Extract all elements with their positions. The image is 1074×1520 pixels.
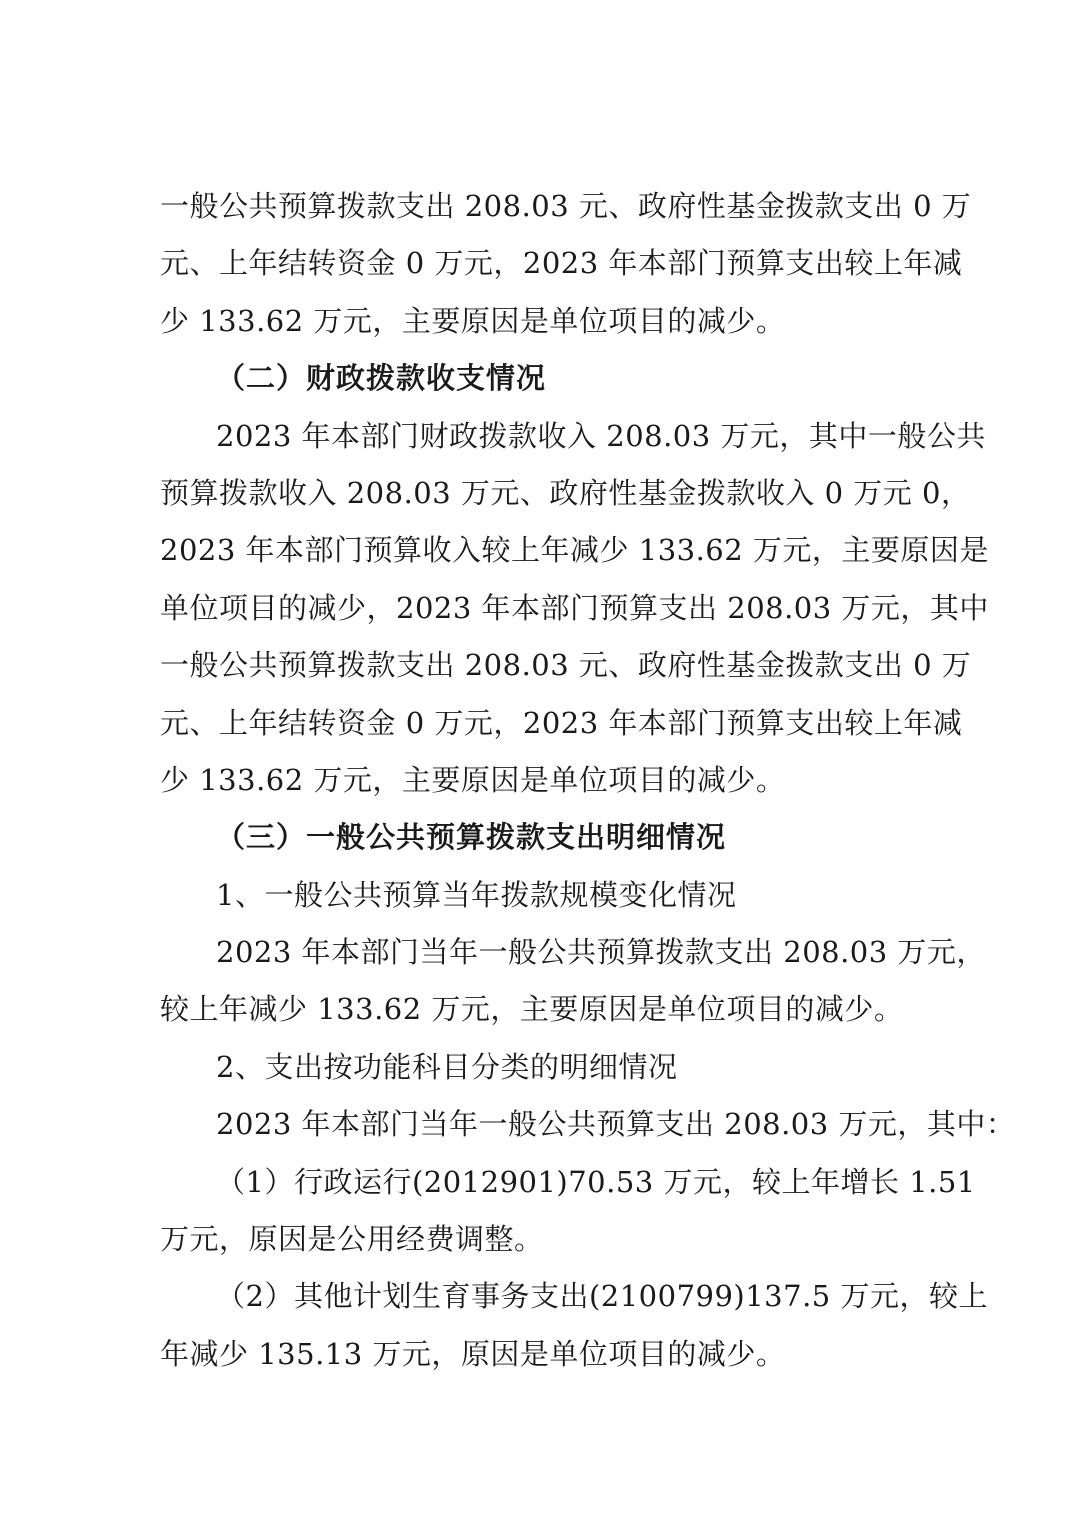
paragraph-line: 单位项目的减少，2023 年本部门预算支出 208.03 万元，其中 bbox=[160, 590, 989, 625]
document-page bbox=[160, 178, 1016, 1383]
paragraph-line: 少 133.62 万元，主要原因是单位项目的减少。 bbox=[160, 762, 786, 797]
paragraph-line: 一般公共预算拨款支出 208.03 元、政府性基金拨款支出 0 万 bbox=[160, 648, 972, 683]
paragraph-line: 较上年减少 133.62 万元，主要原因是单位项目的减少。 bbox=[160, 992, 904, 1027]
paragraph-line: 2023 年本部门当年一般公共预算拨款支出 208.03 万元， bbox=[216, 935, 986, 970]
paragraph-line: 万元，原因是公用经费调整。 bbox=[160, 1222, 544, 1257]
paragraph-line: 2023 年本部门财政拨款收入 208.03 万元，其中一般公共 bbox=[216, 418, 986, 453]
paragraph-line: 2023 年本部门当年一般公共预算支出 208.03 万元，其中： bbox=[216, 1107, 1016, 1142]
section-heading-2: （二）财政拨款收支情况 bbox=[216, 361, 547, 396]
paragraph-line: 年减少 135.13 万元，原因是单位项目的减少。 bbox=[160, 1336, 786, 1371]
subheading-2: 2、支出按功能科目分类的明细情况 bbox=[216, 1049, 678, 1084]
list-item-2: （2）其他计划生育事务支出(2100799)137.5 万元，较上 bbox=[216, 1279, 988, 1314]
paragraph-line: 一般公共预算拨款支出 208.03 元、政府性基金拨款支出 0 万 bbox=[160, 189, 972, 223]
subheading-1: 1、一般公共预算当年拨款规模变化情况 bbox=[216, 877, 737, 912]
section-heading-3: （三）一般公共预算拨款支出明细情况 bbox=[216, 820, 727, 855]
paragraph-line: 预算拨款收入 208.03 万元、政府性基金拨款收入 0 万元 0， bbox=[160, 475, 971, 510]
paragraph-line: 少 133.62 万元，主要原因是单位项目的减少。 bbox=[160, 303, 786, 338]
list-item-1: （1）行政运行(2012901)70.53 万元，较上年增长 1.51 bbox=[216, 1164, 976, 1199]
paragraph-line: 元、上年结转资金 0 万元，2023 年本部门预算支出较上年减 bbox=[160, 705, 963, 740]
paragraph-line: 元、上年结转资金 0 万元，2023 年本部门预算支出较上年减 bbox=[160, 246, 963, 281]
paragraph-line: 2023 年本部门预算收入较上年减少 133.62 万元，主要原因是 bbox=[160, 533, 989, 568]
